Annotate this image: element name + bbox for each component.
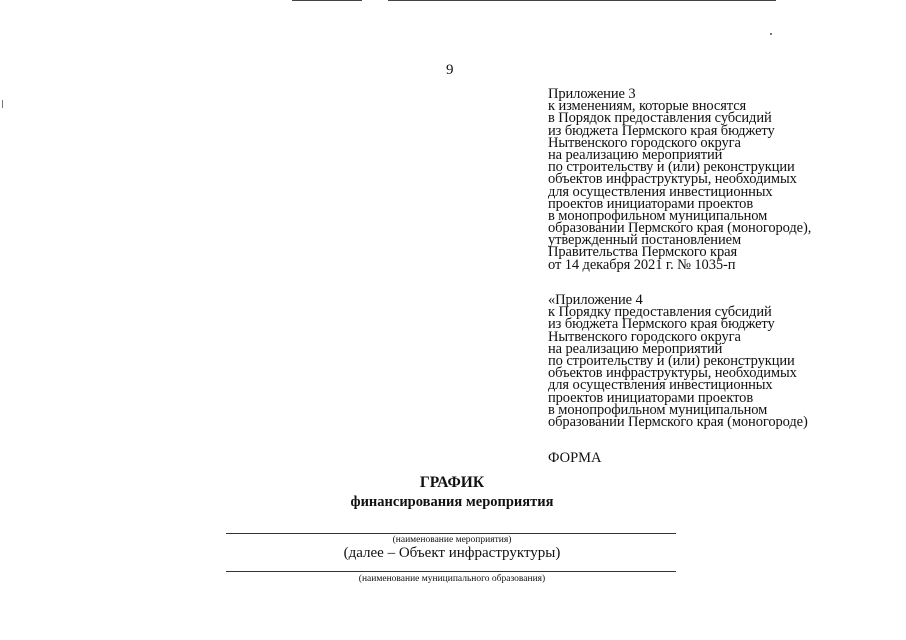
scan-edge-line [292, 0, 362, 1]
annex-4-line: в монопрофильном муниципальном [548, 401, 768, 418]
annex-3-line: в Порядок предоставления субсидий [548, 110, 772, 127]
municipality-line [226, 571, 676, 572]
annex-4-line: проектов инициаторами проектов [548, 389, 754, 406]
annex-4-line: из бюджета Пермского края бюджету [548, 316, 775, 333]
annex-4-line: к Порядку предоставления субсидий [548, 304, 772, 321]
infrastructure-object-note: (далее – Объект инфраструктуры) [343, 545, 561, 561]
annex-3-line: образовании Пермского края (моногороде), [548, 220, 812, 237]
annex-3-line: проектов инициаторами проектов [548, 195, 754, 212]
annex-3-line: для осуществления инвестиционных [548, 183, 773, 200]
municipality-caption: (наименование муниципального образования) [358, 574, 546, 584]
annex-4-header [548, 294, 808, 428]
annex-4-line: для осуществления инвестиционных [548, 377, 773, 394]
annex-3-line: Приложение 3 [548, 86, 636, 102]
annex-3-line: из бюджета Пермского края бюджету [548, 122, 775, 139]
annex-3-line: на реализацию мероприятий [548, 146, 723, 163]
annex-3-header [548, 88, 811, 271]
annex-3-line: от 14 декабря 2021 г. № 1035-п [548, 256, 736, 273]
document-title: ГРАФИК [419, 474, 485, 491]
event-name-line [226, 533, 676, 534]
scan-speck [2, 100, 3, 108]
annex-3-line: по строительству и (или) реконструкции [548, 159, 795, 176]
page-number: 9 [446, 62, 454, 78]
annex-4-line: на реализацию мероприятий [548, 340, 723, 357]
annex-3-line: к изменениям, которые вносятся [548, 98, 747, 115]
annex-4-line: объектов инфраструктуры, необходимых [548, 365, 797, 382]
event-name-caption: (наименование мероприятия) [392, 535, 512, 545]
annex-4-line: «Приложение 4 [548, 292, 643, 308]
document-subtitle: финансирования мероприятия [350, 494, 554, 510]
annex-3-line: утвержденный постановлением [548, 232, 742, 249]
annex-4-line: по строительству и (или) реконструкции [548, 352, 795, 369]
scan-speck [770, 33, 772, 35]
form-label: ФОРМА [548, 450, 602, 466]
annex-4-line: Нытвенского городского округа [548, 328, 741, 345]
annex-4-line: образовании Пермского края (моногороде) [548, 413, 808, 430]
scan-edge-line [388, 0, 776, 1]
annex-3-line: объектов инфраструктуры, необходимых [548, 171, 797, 188]
annex-3-line: Нытвенского городского округа [548, 134, 741, 151]
annex-3-line: в монопрофильном муниципальном [548, 207, 768, 224]
annex-3-line: Правительства Пермского края [548, 244, 738, 261]
